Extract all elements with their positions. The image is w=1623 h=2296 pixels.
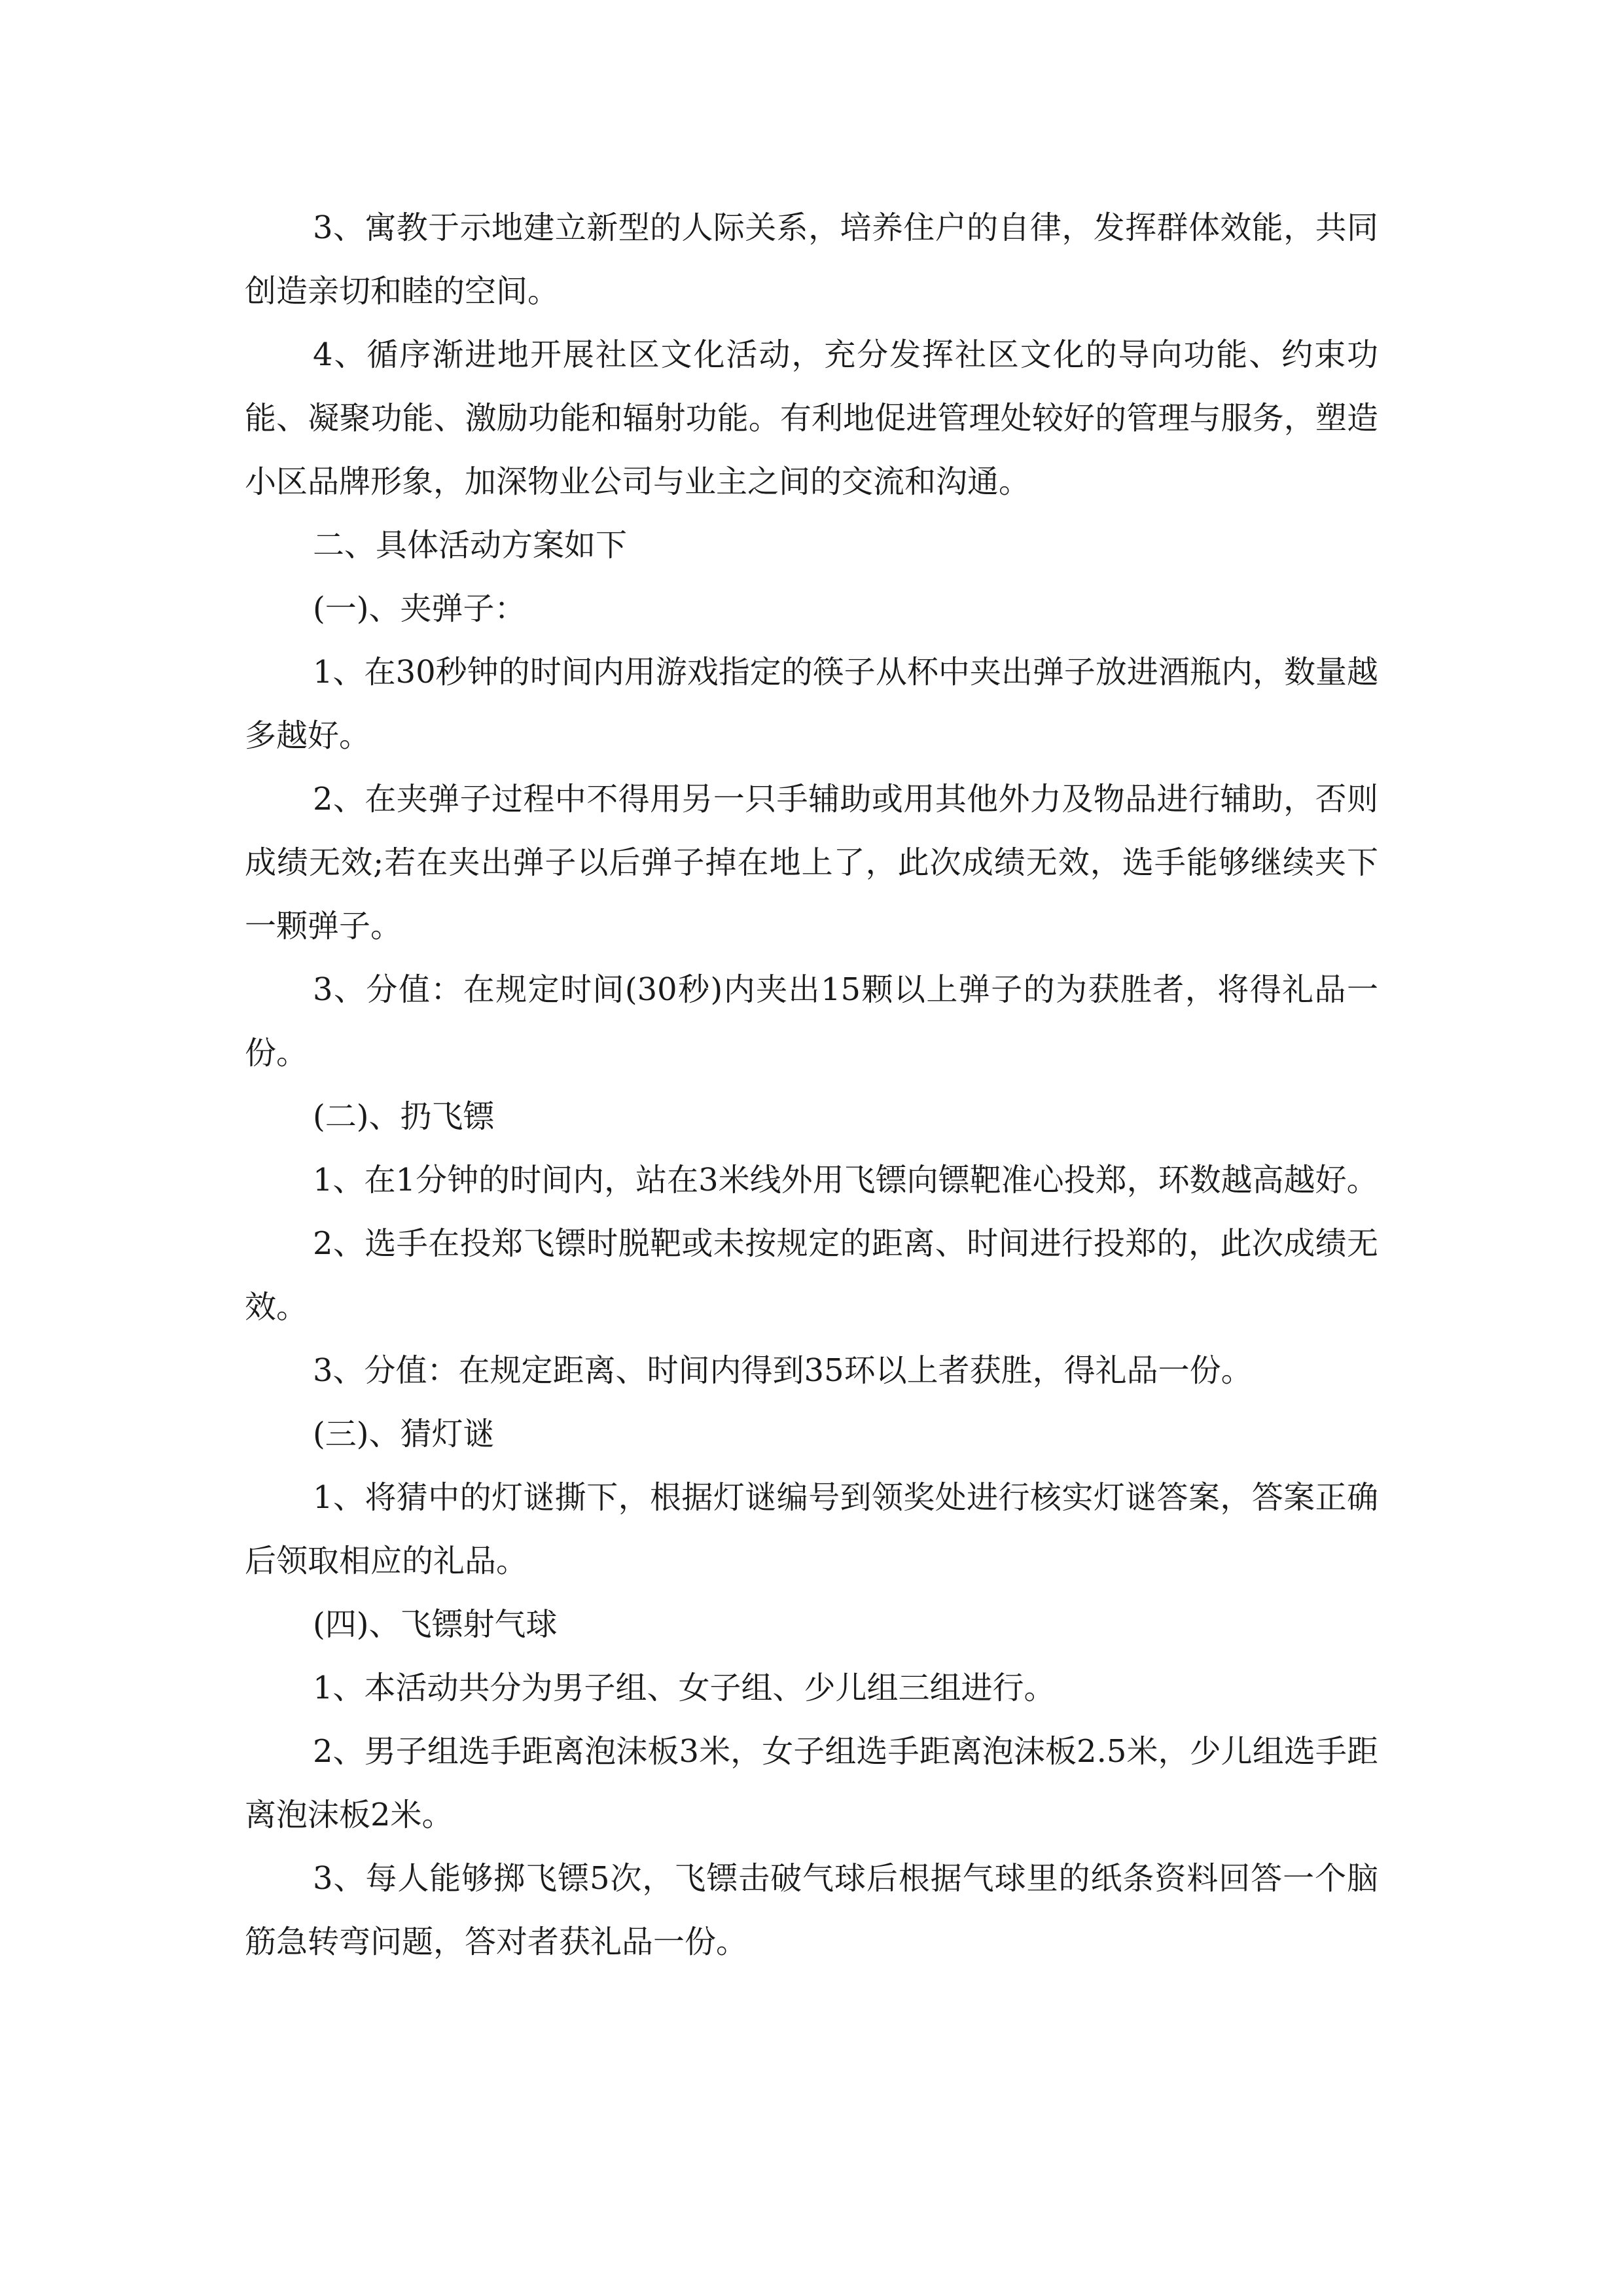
- subsection-heading: (二)、扔飞镖: [313, 1098, 495, 1135]
- paragraph: 3、分值：在规定时间(30秒)内夹出15颗以上弹子的为获胜者，将得礼品一份。: [245, 971, 1378, 1071]
- paragraph: 1、本活动共分为男子组、女子组、少儿组三组进行。: [313, 1670, 1056, 1706]
- subsection-heading: (三)、猜灯谜: [313, 1416, 495, 1452]
- paragraph: 3、分值：在规定距离、时间内得到35环以上者获胜，得礼品一份。: [313, 1352, 1253, 1389]
- paragraph: 1、在30秒钟的时间内用游戏指定的筷子从杯中夹出弹子放进酒瓶内，数量越多越好。: [245, 654, 1378, 754]
- subsection-heading: (四)、飞镖射气球: [313, 1606, 558, 1643]
- paragraph: 3、每人能够掷飞镖5次，飞镖击破气球后根据气球里的纸条资料回答一个脑筋急转弯问题，答对者获礼品一份。: [245, 1860, 1378, 1960]
- paragraph: 2、选手在投郑飞镖时脱靶或未按规定的距离、时间进行投郑的，此次成绩无效。: [245, 1225, 1378, 1325]
- paragraph: 2、男子组选手距离泡沫板3米，女子组选手距离泡沫板2.5米，少儿组选手距离泡沫板2米。: [245, 1733, 1378, 1833]
- paragraph: 1、在1分钟的时间内，站在3米线外用飞镖向镖靶准心投郑，环数越高越好。: [313, 1162, 1378, 1198]
- document-body: [245, 196, 1378, 1974]
- subsection-heading: (一)、夹弹子：: [313, 590, 526, 627]
- paragraph: 1、将猜中的灯谜撕下，根据灯谜编号到领奖处进行核实灯谜答案，答案正确后领取相应的礼品。: [245, 1479, 1378, 1579]
- paragraph: 3、寓教于示地建立新型的人际关系，培养住户的自律，发挥群体效能，共同创造亲切和睦的空间。: [245, 209, 1378, 310]
- paragraph: 4、循序渐进地开展社区文化活动，充分发挥社区文化的导向功能、约束功能、凝聚功能、激励功能和辐射功能。有利地促进管理处较好的管理与服务，塑造小区品牌形象，加深物业公司与业主之间的交流和沟通。: [245, 336, 1378, 500]
- paragraph: 2、在夹弹子过程中不得用另一只手辅助或用其他外力及物品进行辅助，否则成绩无效;若在夹出弹子以后弹子掉在地上了，此次成绩无效，选手能够继续夹下一颗弹子。: [245, 781, 1378, 944]
- section-heading: 二、具体活动方案如下: [313, 527, 628, 564]
